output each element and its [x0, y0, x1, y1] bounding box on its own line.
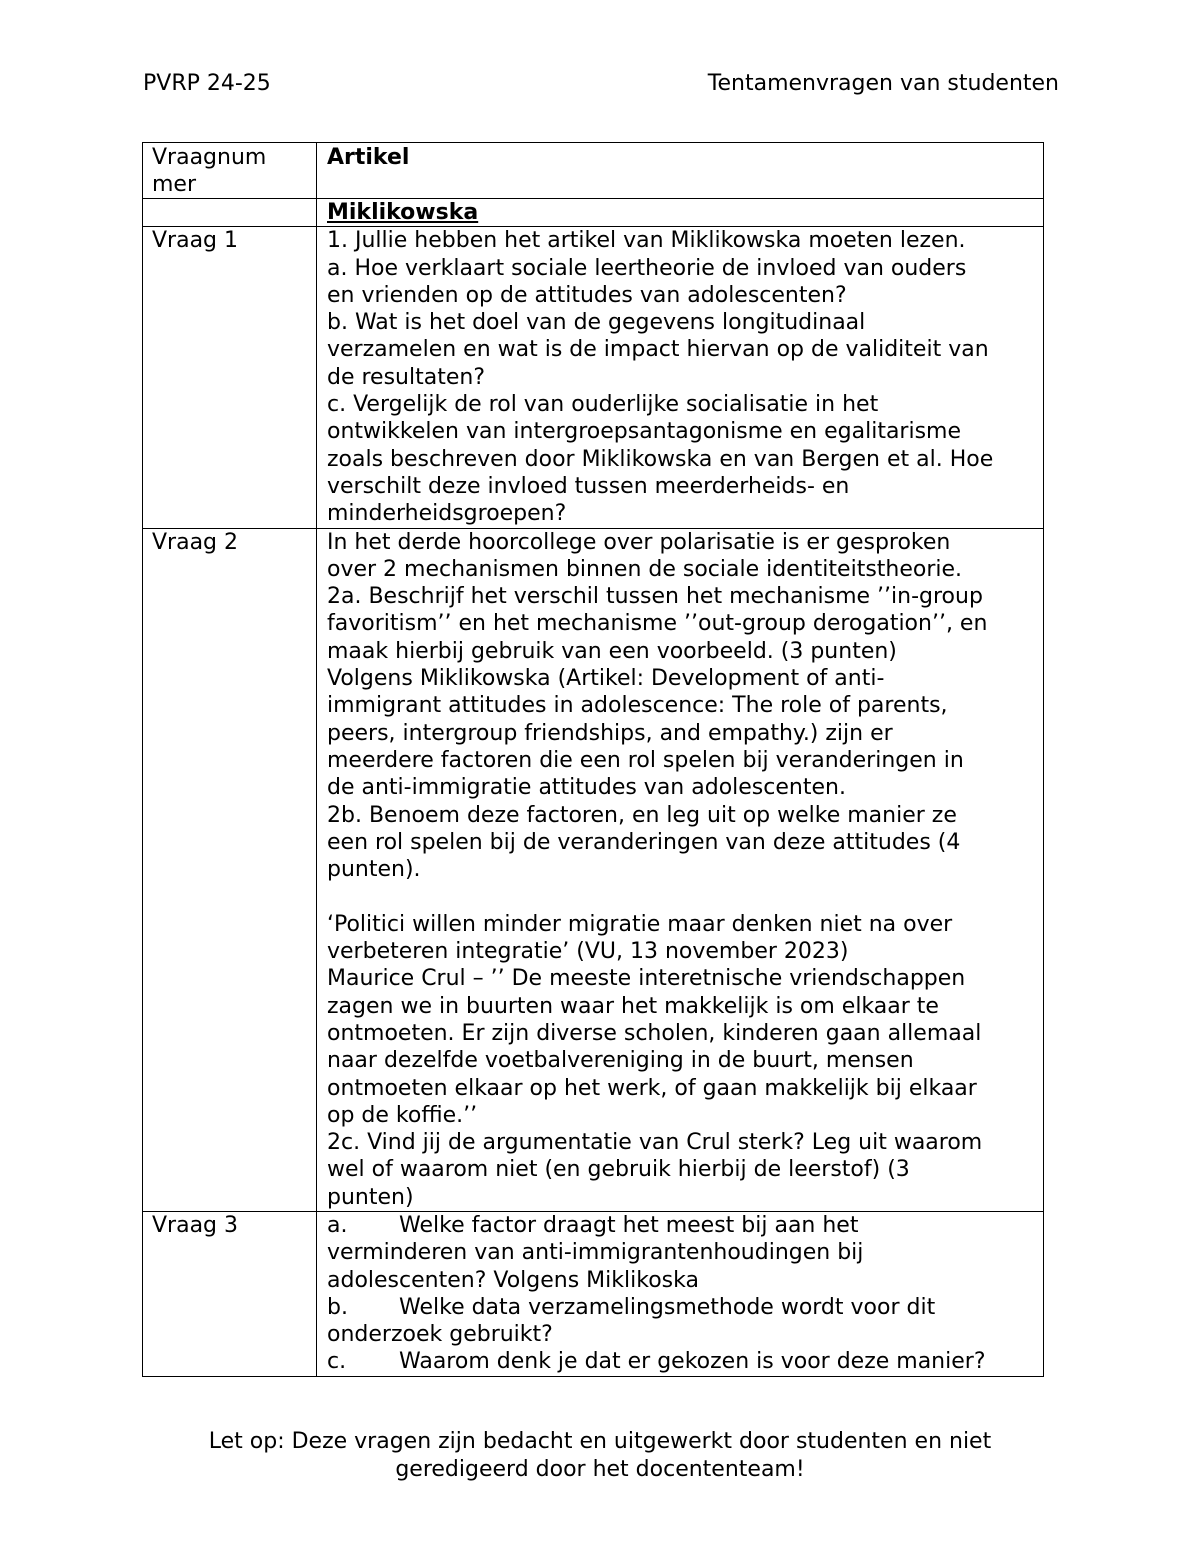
question-label-3: Vraag 3 — [143, 1212, 317, 1376]
question-2-quote-line: Maurice Crul – ’’ De meeste interetnische vriendschappen — [327, 966, 966, 992]
question-3a-line — [327, 1212, 1037, 1239]
question-2-line: Volgens Miklikowska (Artikel: Development of anti- — [327, 666, 885, 692]
list-letter-b: b. — [327, 1294, 348, 1320]
footer-note-line-2: geredigeerd door het docententeam! — [395, 1457, 805, 1482]
question-2-quote-line: verbeteren integratie’ (VU, 13 november 2023) — [327, 939, 849, 965]
question-text-2 — [317, 529, 1043, 1211]
question-text-1 — [317, 227, 1043, 527]
question-1-line: a. Hoe verklaart sociale leertheorie de invloed van ouders — [327, 255, 967, 281]
question-2-line: over 2 mechanismen binnen de sociale identiteitstheorie. — [327, 556, 963, 582]
question-label-2: Vraag 2 — [143, 529, 317, 1211]
question-1-line: b. Wat is het doel van de gegevens longitudinaal — [327, 310, 866, 336]
question-2-line: favoritism’’ en het mechanisme ’’out-group derogation’’, en — [327, 611, 988, 637]
question-2-quote-line: 2c. Vind jij de argumentatie van Crul sterk? Leg uit waarom — [327, 1130, 983, 1156]
table-row-vraag-1 — [142, 226, 1044, 527]
question-2-quote-line: ontmoeten elkaar op het werk, of gaan makkelijk bij elkaar — [327, 1075, 977, 1101]
table-section-row — [142, 198, 1044, 226]
list-letter-a: a. — [327, 1212, 348, 1238]
paragraph-spacer — [327, 883, 1037, 910]
question-1-line: verzamelen en wat is de impact hiervan op de validiteit van — [327, 337, 989, 363]
question-2-quote-line: naar dezelfde voetbalvereniging in de buurt, mensen — [327, 1048, 914, 1074]
question-1-line: minderheidsgroepen? — [327, 501, 567, 527]
footer-note-line-1: Let op: Deze vragen zijn bedacht en uitgewerkt door studenten en niet — [208, 1429, 992, 1454]
table-row-vraag-3 — [142, 1211, 1044, 1377]
question-1-line: ontwikkelen van intergroepsantagonisme en egalitarisme — [327, 419, 962, 445]
question-1-line: en vrienden op de attitudes van adolescenten? — [327, 282, 847, 308]
question-2-line: In het derde hoorcollege over polarisatie is er gesproken — [327, 529, 951, 555]
question-3a-continuation: verminderen van anti-immigrantenhoudingen bij — [327, 1240, 864, 1266]
question-2-quote-line: wel of waarom niet (en gebruik hierbij de leerstof) (3 — [327, 1157, 910, 1183]
footer-note — [0, 1428, 1200, 1484]
header-course-code: PVRP 24-25 — [143, 71, 271, 96]
question-1-line: c. Vergelijk de rol van ouderlijke socialisatie in het — [327, 392, 879, 418]
question-1-line: 1. Jullie hebben het artikel van Miklikowska moeten lezen. — [327, 228, 966, 254]
column-header-question-number — [143, 143, 317, 198]
question-2-quote-line: ‘Politici willen minder migratie maar denken niet na over — [327, 911, 953, 937]
question-3c-text: Waarom denk je dat er gekozen is voor deze manier? — [399, 1349, 986, 1375]
question-2-quote-line: zagen we in buurten waar het makkelijk is om elkaar te — [327, 993, 939, 1019]
question-1-line: verschilt deze invloed tussen meerderheids- en — [327, 473, 850, 499]
question-3a-text: Welke factor draagt het meest bij aan het — [399, 1212, 859, 1238]
question-2-line: punten). — [327, 857, 421, 883]
question-3c-line — [327, 1348, 1037, 1375]
question-3b-text: Welke data verzamelingsmethode wordt voor dit — [399, 1294, 936, 1320]
question-2-line: peers, intergroup friendships, and empathy.) zijn er — [327, 720, 893, 746]
question-2-line: een rol spelen bij de veranderingen van deze attitudes (4 — [327, 829, 961, 855]
question-1-line: de resultaten? — [327, 364, 485, 390]
column-header-article: Artikel — [327, 145, 410, 170]
column-header-question-number-part1: Vraagnum — [152, 145, 267, 170]
question-2-line: de anti-immigratie attitudes van adolescenten. — [327, 775, 846, 801]
question-3a-continuation: adolescenten? Volgens Miklikoska — [327, 1267, 699, 1293]
question-2-quote-line: op de koffie.’’ — [327, 1102, 478, 1128]
question-2-line: immigrant attitudes in adolescence: The role of parents, — [327, 693, 948, 719]
question-label-1: Vraag 1 — [143, 227, 317, 527]
question-3b-line — [327, 1294, 1037, 1321]
question-1-line: zoals beschreven door Miklikowska en van Bergen et al. Hoe — [327, 446, 994, 472]
question-2-line: 2a. Beschrijf het verschil tussen het mechanisme ’’in-group — [327, 584, 983, 610]
question-2-quote-line: punten) — [327, 1184, 414, 1210]
table-header-row — [142, 142, 1044, 198]
section-title: Miklikowska — [327, 200, 479, 225]
questions-table — [142, 142, 1044, 1377]
question-2-line: meerdere factoren die een rol spelen bij veranderingen in — [327, 747, 964, 773]
question-2-quote-line: ontmoeten. Er zijn diverse scholen, kinderen gaan allemaal — [327, 1020, 982, 1046]
question-text-3 — [317, 1212, 1043, 1376]
question-2-line: 2b. Benoem deze factoren, en leg uit op welke manier ze — [327, 802, 957, 828]
list-letter-c: c. — [327, 1349, 347, 1375]
section-empty-cell — [143, 199, 317, 226]
table-row-vraag-2 — [142, 528, 1044, 1211]
header-document-title: Tentamenvragen van studenten — [707, 71, 1059, 96]
question-3b-continuation: onderzoek gebruikt? — [327, 1322, 553, 1348]
question-2-line: maak hierbij gebruik van een voorbeeld. (3 punten) — [327, 638, 897, 664]
column-header-question-number-part2: mer — [152, 172, 197, 198]
